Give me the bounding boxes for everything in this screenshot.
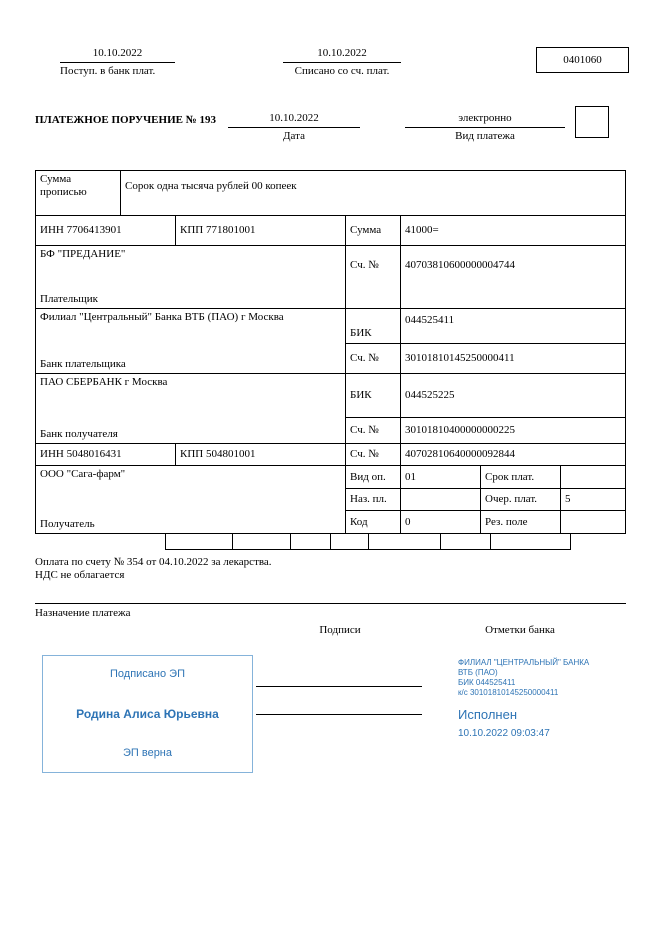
purpose-line-1: Оплата по счету № 354 от 04.10.2022 за лекарства. [35, 556, 272, 568]
payment-term-value-cell [561, 466, 626, 489]
bank-execution-stamp [458, 658, 630, 740]
priority-label-cell: Очер. плат. [481, 489, 561, 511]
payment-type-label: Вид платежа [455, 130, 515, 142]
amount-value-cell: 41000= [401, 216, 626, 246]
payee-bank-bik-label-cell: БИК [346, 374, 401, 418]
payee-row [36, 466, 626, 534]
payer-bank-bik-value-cell: 044525411 [401, 309, 626, 344]
payee-right-cells [346, 466, 626, 534]
amount-label-cell: Сумма [346, 216, 401, 246]
payee-name: ООО "Сага-фарм" [40, 468, 126, 480]
priority-value-cell: 5 [561, 489, 626, 511]
payer-bank-account-value-cell: 30101810145250000411 [401, 344, 626, 374]
signatures-label: Подписи [319, 624, 361, 636]
payer-name: БФ "ПРЕДАНИЕ" [40, 248, 126, 260]
debited-label: Списано со сч. плат. [294, 65, 390, 77]
payee-tax-row [36, 444, 626, 466]
payee-bank-right-cells [346, 374, 626, 444]
budget-field-cell-3 [291, 533, 331, 550]
debited-date: 10.10.2022 [283, 47, 401, 63]
purpose-line-2: НДС не облагается [35, 569, 125, 581]
payer-row [36, 246, 626, 309]
requisites-table [35, 170, 626, 534]
payer-tax-row [36, 216, 626, 246]
reserve-field-value-cell [561, 511, 626, 534]
payee-name-cell [36, 466, 346, 534]
date-block [228, 112, 360, 143]
payer-account-value-cell: 40703810600000004744 [401, 246, 626, 309]
stamp-valid-label: ЭП верна [122, 747, 173, 759]
op-type-label-cell: Вид оп. [346, 466, 401, 489]
payee-bank-account-value-cell: 30101810400000000225 [401, 418, 626, 444]
amount-words-row [36, 171, 626, 216]
purpose-code-label-cell: Наз. пл. [346, 489, 401, 511]
budget-field-cell-2 [233, 533, 291, 550]
bank-stamp-bik: БИК 044525411 [458, 678, 516, 687]
payee-account-label-cell: Сч. № [346, 444, 401, 466]
form-code-box [536, 47, 629, 73]
payer-bank-name: Филиал "Центральный" Банка ВТБ (ПАО) г Москва [40, 311, 284, 323]
reserve-field-label-cell: Рез. поле [481, 511, 561, 534]
amount-words-value-cell: Сорок одна тысяча рублей 00 копеек [121, 171, 626, 216]
payment-type-value: электронно [405, 112, 565, 128]
purpose-section-label: Назначение платежа [35, 607, 131, 619]
budget-fields-row [165, 533, 571, 550]
document-date: 10.10.2022 [228, 112, 360, 128]
payee-bank-name: ПАО СБЕРБАНК г Москва [40, 376, 168, 388]
op-type-value-cell: 01 [401, 466, 481, 489]
payee-inn-cell: ИНН 5048016431 [36, 444, 176, 466]
payee-bank-row [36, 374, 626, 444]
payer-bank-right-cells [346, 309, 626, 374]
bank-marks-label: Отметки банка [485, 624, 555, 636]
payer-bank-account-label-cell: Сч. № [346, 344, 401, 374]
payer-bank-section-label: Банк плательщика [40, 358, 126, 370]
stamp-signed-label: Подписано ЭП [110, 668, 185, 680]
status-code-box [575, 106, 609, 138]
payment-type-block [405, 112, 565, 143]
payment-term-label-cell: Срок плат. [481, 466, 561, 489]
budget-field-cell-1 [166, 533, 233, 550]
budget-field-cell-6 [441, 533, 491, 550]
code-label-cell: Код [346, 511, 401, 534]
payee-bank-name-cell [36, 374, 346, 444]
payer-bank-bik-label-cell: БИК [346, 309, 401, 344]
received-in-bank-date: 10.10.2022 [60, 47, 175, 63]
code-value-cell: 0 [401, 511, 481, 534]
signature-line-2 [256, 714, 422, 715]
payee-bank-account-label-cell: Сч. № [346, 418, 401, 444]
budget-field-cell-5 [369, 533, 441, 550]
date-label: Дата [283, 130, 305, 142]
payer-inn-cell: ИНН 7706413901 [36, 216, 176, 246]
payee-bank-section-label: Банк получателя [40, 428, 118, 440]
received-in-bank-block [60, 47, 175, 78]
budget-field-cell-4 [331, 533, 369, 550]
stamp-signer-name: Родина Алиса Юрьевна [76, 706, 219, 721]
amount-words-label-cell: Сумма прописью [36, 171, 121, 216]
e-signature-stamp [42, 655, 253, 773]
signature-line-1 [256, 686, 422, 687]
payment-purpose-text [35, 556, 595, 582]
payer-kpp-cell: КПП 771801001 [176, 216, 346, 246]
payer-bank-name-cell [36, 309, 346, 374]
purpose-code-value-cell [401, 489, 481, 511]
bank-stamp-datetime: 10.10.2022 09:03:47 [458, 728, 550, 739]
payer-account-label-cell: Сч. № [346, 246, 401, 309]
bank-stamp-line-1: ФИЛИАЛ "ЦЕНТРАЛЬНЫЙ" БАНКА [458, 658, 590, 667]
payer-section-label: Плательщик [40, 293, 98, 305]
form-code: 0401060 [563, 53, 602, 66]
budget-field-cell-7 [491, 533, 571, 550]
payer-bank-row [36, 309, 626, 374]
purpose-underline [35, 603, 626, 604]
bank-stamp-corr-account: к/с 30101810145250000411 [458, 688, 559, 697]
received-in-bank-label: Поступ. в банк плат. [60, 65, 156, 77]
bank-stamp-line-2: ВТБ (ПАО) [458, 668, 498, 677]
payer-name-cell [36, 246, 346, 309]
debited-from-account-block [283, 47, 401, 78]
payee-section-label: Получатель [40, 518, 95, 530]
payee-kpp-cell: КПП 504801001 [176, 444, 346, 466]
payee-bank-bik-value-cell: 044525225 [401, 374, 626, 418]
document-title: ПЛАТЕЖНОЕ ПОРУЧЕНИЕ № 193 [35, 114, 217, 126]
payee-account-value-cell: 40702810640000092844 [401, 444, 626, 466]
bank-stamp-status: Исполнен [458, 707, 518, 722]
